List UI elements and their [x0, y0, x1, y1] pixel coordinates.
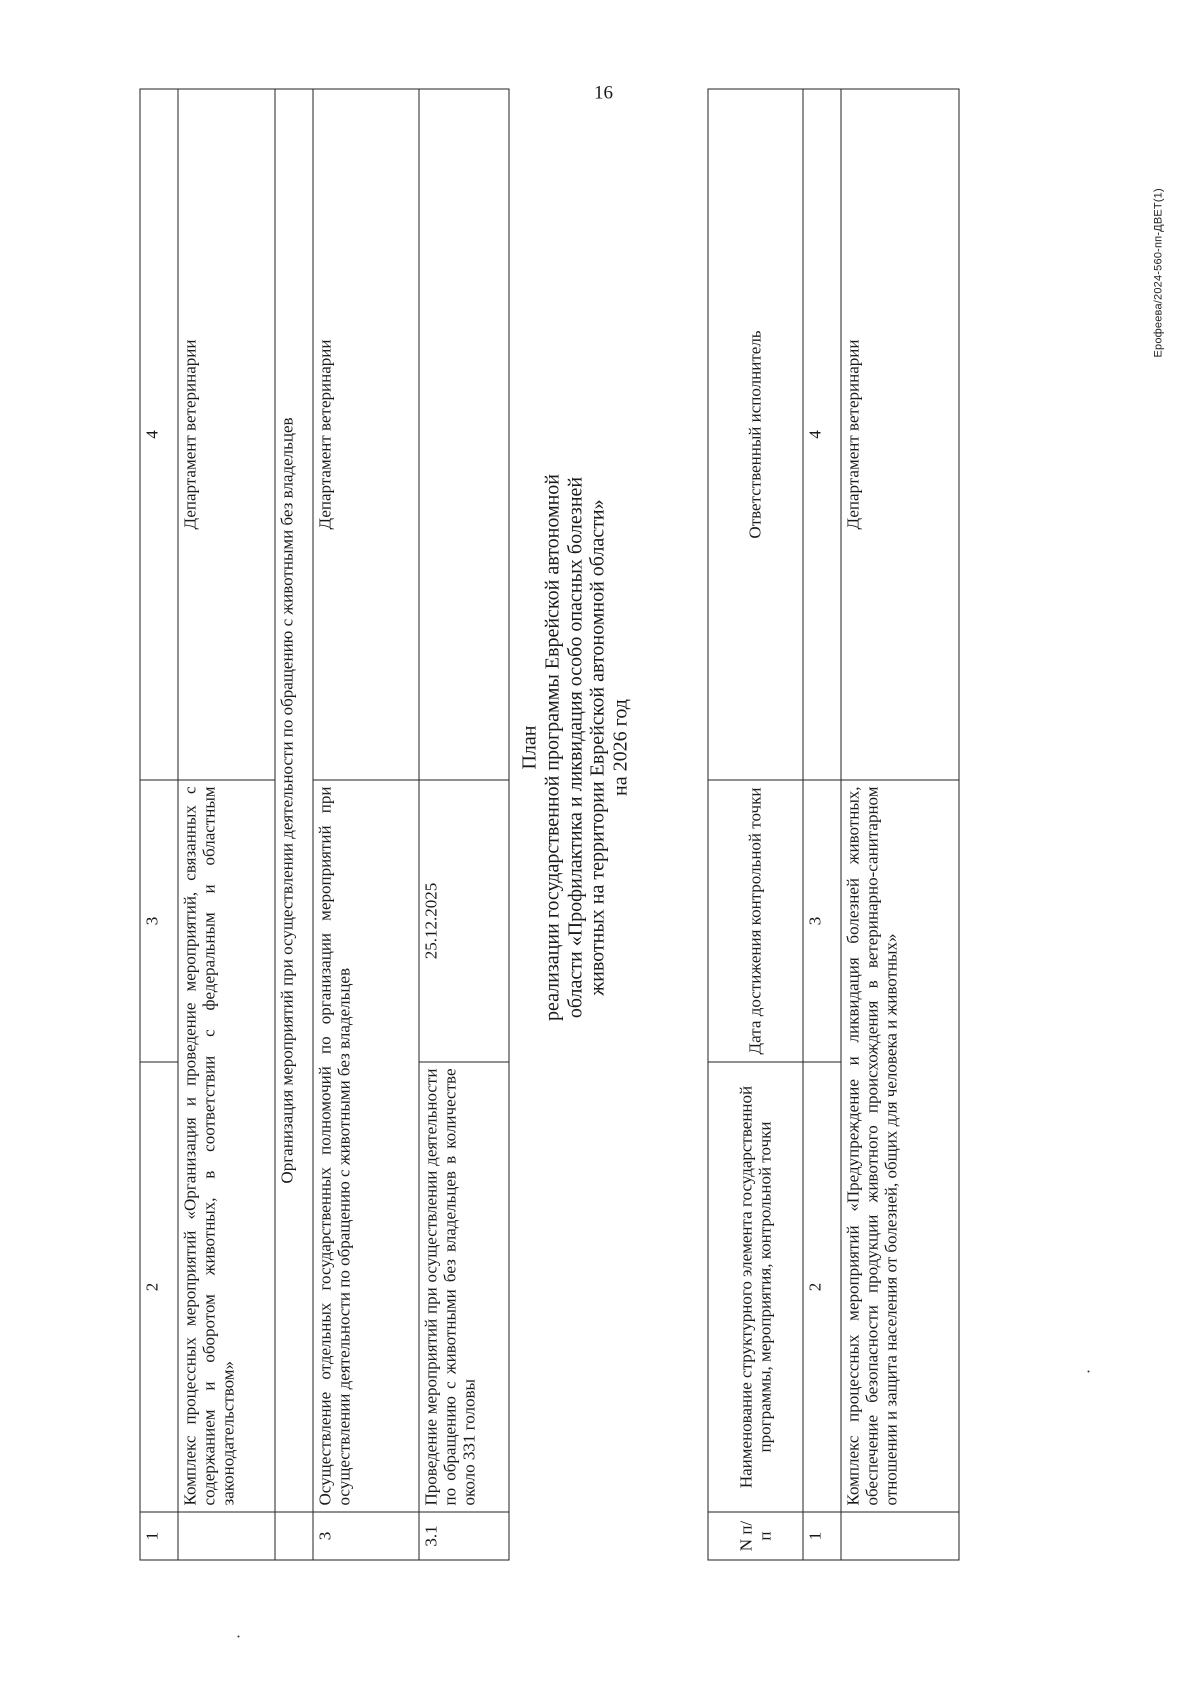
- section-row: [275, 89, 313, 1560]
- plan-title-line: План: [518, 725, 540, 770]
- table-row: [841, 89, 959, 1560]
- table-header-row: [803, 89, 841, 1560]
- executor-cell: Департамент ветеринарии: [313, 89, 419, 780]
- column-number-cell: 1: [140, 1512, 178, 1560]
- table-row: [313, 89, 419, 1560]
- table-row: [178, 89, 275, 1560]
- column-number-cell: 4: [140, 89, 178, 780]
- activity-name-cell: Комплекс процессных мероприятий «Организация и проведение мероприятий, связанных с содержанием и оборотом животных, в соответствии с федеральным и областным законодательством»: [178, 780, 275, 1512]
- plan-title-line: реализации государственной программы Еврейской автономной: [540, 473, 563, 1021]
- column-title-executor: Ответственный исполнитель: [708, 89, 803, 780]
- column-number-cell: 4: [803, 89, 841, 780]
- page-number: 16: [593, 82, 613, 103]
- column-title-number: N п/п: [708, 1512, 803, 1560]
- activity-name-cell: Комплекс процессных мероприятий «Предупреждение и ликвидация болезней животных, обеспечение безопасности продукции животного происхождения в ветеринарно-санитарном отношении и защита населения от болезней, общих для человека и животных»: [841, 780, 959, 1512]
- plan-title-line: животных на территории Еврейской автономной области»: [586, 498, 609, 996]
- plan-table: [707, 88, 959, 1560]
- row-number-cell: [841, 1512, 959, 1560]
- table-header-row: [140, 89, 178, 1560]
- plan-title-line: области «Профилактика и ликвидация особо опасных болезней: [563, 476, 586, 1018]
- scan-speck: [1087, 1370, 1089, 1372]
- document-code: Ерофеева/2024-560-пп-ДВЕТ(1): [1152, 187, 1164, 357]
- column-titles-row: [708, 89, 803, 1560]
- scan-speck: [237, 1635, 239, 1637]
- activity-name-cell: Проведение мероприятий при осуществлении деятельности по обращению с животными без владельцев в количестве около 331 головы: [419, 1062, 509, 1512]
- column-title-date: Дата достижения контрольной точки: [708, 780, 803, 1062]
- row-number-cell: [178, 1512, 275, 1560]
- executor-cell: Департамент ветеринарии: [178, 89, 275, 780]
- column-number-cell: 3: [803, 780, 841, 1062]
- row-number-cell: 3: [313, 1512, 419, 1560]
- column-title-name: Наименование структурного элемента государственной программы, мероприятия, контрольной точки: [708, 1062, 803, 1512]
- row-number-cell: 3.1: [419, 1512, 509, 1560]
- section-title-cell: Организация мероприятий при осуществлении деятельности по обращению с животными без владельцев: [275, 89, 313, 1512]
- executor-cell: [419, 89, 509, 780]
- executor-cell: Департамент ветеринарии: [841, 89, 959, 780]
- table-row: [419, 89, 509, 1560]
- plan-title: [518, 297, 632, 1197]
- activity-name-cell: Осуществление отдельных государственных полномочий по организации мероприятий при осуществлении деятельности по обращению с животными без владельцев: [313, 780, 419, 1512]
- plan-title-line: на 2026 год: [609, 698, 632, 796]
- date-cell: 25.12.2025: [419, 780, 509, 1062]
- program-table-continued: [139, 88, 509, 1560]
- row-number-cell: [275, 1512, 313, 1560]
- column-number-cell: 1: [803, 1512, 841, 1560]
- column-number-cell: 2: [803, 1062, 841, 1512]
- column-number-cell: 3: [140, 780, 178, 1062]
- column-number-cell: 2: [140, 1062, 178, 1512]
